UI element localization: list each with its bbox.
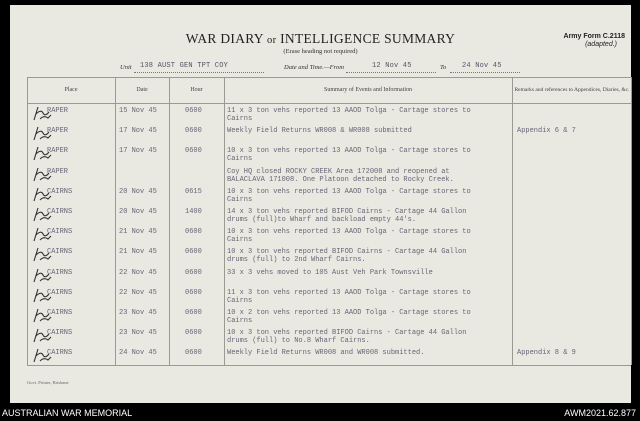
- cell-date: 22 Nov 45: [119, 268, 157, 277]
- to-label: To: [440, 64, 447, 71]
- col-header-place: Place: [64, 86, 78, 93]
- col-header-summary: Summary of Events and Information: [324, 86, 412, 93]
- col-header-remarks: Remarks and references to Appendices, Diaries, &c.: [514, 86, 630, 93]
- table-row: [27, 226, 631, 244]
- cell-hour: 0600: [185, 147, 202, 156]
- table-row: [27, 186, 631, 204]
- cell-hour: 0600: [185, 329, 202, 338]
- cell-place: RAPER: [47, 147, 69, 156]
- cell-remarks: Appendix 6 & 7: [517, 127, 576, 136]
- table-row: [27, 267, 631, 285]
- unit-value: 138 AUST GEN TPT COY: [140, 62, 229, 70]
- date-from-underline: [346, 72, 436, 73]
- diary-page: [10, 5, 631, 403]
- cell-summary: Weekly Field Returns WR008 & WR008 submitted: [227, 127, 412, 136]
- diary-table: [27, 77, 631, 365]
- title-war-diary: WAR DIARY: [185, 31, 264, 46]
- date-label: Date and Time.—From: [284, 64, 344, 71]
- table-row: [27, 327, 631, 345]
- cell-hour: 0600: [185, 248, 202, 257]
- cell-place: CAIRNS: [47, 329, 73, 338]
- table-row: [27, 166, 631, 184]
- cell-hour: 0600: [185, 107, 202, 115]
- cell-place: RAPER: [47, 107, 69, 115]
- cell-hour: 0600: [185, 228, 202, 237]
- cell-summary: 10 x 3 ton vehs reported 13 AAOD Tolga - Cartage stores to Cairns: [227, 187, 471, 204]
- cell-remarks: Appendix 8 & 9: [517, 349, 576, 358]
- cell-summary: 10 x 3 ton vehs reported BIFOD Cairns - Cartage 44 Gallon drums (full) to No.8 Wharf Cairns.: [227, 329, 467, 346]
- cell-hour: 0600: [185, 268, 202, 277]
- subtitle: (Erase heading not required): [283, 48, 358, 55]
- cell-place: CAIRNS: [47, 288, 73, 297]
- cell-date: 23 Nov 45: [119, 309, 157, 317]
- table-row: [27, 105, 631, 123]
- table-row: [27, 125, 631, 143]
- cell-place: RAPER: [47, 167, 69, 176]
- cell-date: 20 Nov 45: [119, 208, 157, 216]
- date-from: 12 Nov 45: [372, 62, 412, 70]
- table-row: [27, 145, 631, 163]
- cell-date: 17 Nov 45: [119, 147, 157, 156]
- cell-place: CAIRNS: [47, 309, 73, 317]
- cell-place: CAIRNS: [47, 187, 73, 196]
- footer-institution: AUSTRALIAN WAR MEMORIAL: [2, 408, 133, 418]
- unit-label: Unit: [120, 64, 132, 71]
- title-intelligence-summary: INTELLIGENCE SUMMARY: [280, 31, 456, 46]
- cell-summary: 10 x 3 ton vehs reported 13 AAOD Tolga - Cartage stores to Cairns: [227, 147, 471, 164]
- cell-place: RAPER: [47, 127, 69, 136]
- col-header-hour: Hour: [190, 86, 203, 93]
- cell-hour: 1400: [185, 208, 202, 216]
- table-row: [27, 347, 631, 365]
- cell-date: 15 Nov 45: [119, 107, 157, 115]
- title-or: or: [267, 35, 277, 46]
- cell-summary: 33 x 3 vehs moved to 105 Aust Veh Park Townsville: [227, 268, 433, 277]
- cell-summary: Weekly Field Returns WR008 and WR008 submitted.: [227, 349, 425, 358]
- army-form-number: Army Form C.2118: [563, 33, 625, 40]
- cell-place: CAIRNS: [47, 208, 73, 216]
- army-form-adapted: (adapted.): [585, 41, 617, 48]
- cell-hour: 0600: [185, 349, 202, 358]
- cell-place: CAIRNS: [47, 228, 73, 237]
- cell-date: 21 Nov 45: [119, 228, 157, 237]
- cell-summary: 11 x 3 ton vehs reported 13 AAOD Tolga - Cartage stores to Cairns: [227, 107, 471, 123]
- unit-underline: [134, 72, 264, 73]
- col-header-date: Date: [136, 86, 148, 93]
- cell-summary: Coy HQ closed ROCKY CREEK Area 172008 and reopened at BALACLAVA 171008. One Platoon detached to Rocky Creek.: [227, 167, 454, 184]
- table-row: [27, 287, 631, 305]
- printer-imprint: Govt. Printer, Brisbane: [27, 380, 69, 385]
- cell-place: CAIRNS: [47, 349, 73, 358]
- date-to-underline: [450, 72, 520, 73]
- cell-hour: 0600: [185, 309, 202, 317]
- cell-date: 23 Nov 45: [119, 329, 157, 338]
- cell-summary: 10 x 3 ton vehs reported 13 AAOD Tolga - Cartage stores to Cairns: [227, 228, 471, 245]
- cell-date: 21 Nov 45: [119, 248, 157, 257]
- cell-date: 20 Nov 45: [119, 187, 157, 196]
- army-form: [564, 33, 625, 49]
- page-title: [10, 31, 631, 47]
- cell-hour: 0600: [185, 127, 202, 136]
- cell-place: CAIRNS: [47, 248, 73, 257]
- footer-accession-number: AWM2021.62.877: [564, 408, 636, 418]
- date-to: 24 Nov 45: [462, 62, 502, 70]
- cell-summary: 10 x 2 ton vehs reported 13 AAOD Tolga - Cartage stores to Cairns: [227, 309, 471, 325]
- cell-summary: 11 x 3 ton vehs reported 13 AAOD Tolga - Cartage stores to Cairns: [227, 288, 471, 305]
- cell-date: 24 Nov 45: [119, 349, 157, 358]
- cell-hour: 0615: [185, 187, 202, 196]
- cell-date: 22 Nov 45: [119, 288, 157, 297]
- table-row: [27, 206, 631, 224]
- table-row: [27, 246, 631, 264]
- cell-summary: 10 x 3 ton vehs reported BIFOD Cairns - Cartage 44 Gallon drums (full) to 2nd Wharf Cairns.: [227, 248, 467, 265]
- table-row: [27, 307, 631, 325]
- header-rule: [27, 103, 631, 104]
- cell-place: CAIRNS: [47, 268, 73, 277]
- cell-hour: 0600: [185, 288, 202, 297]
- col-rule: [631, 77, 632, 365]
- cell-summary: 14 x 3 ton vehs reported BIFOD Cairns - Cartage 44 Gallon drums (full)to Wharf and backload empty 44's.: [227, 208, 467, 224]
- cell-date: 17 Nov 45: [119, 127, 157, 136]
